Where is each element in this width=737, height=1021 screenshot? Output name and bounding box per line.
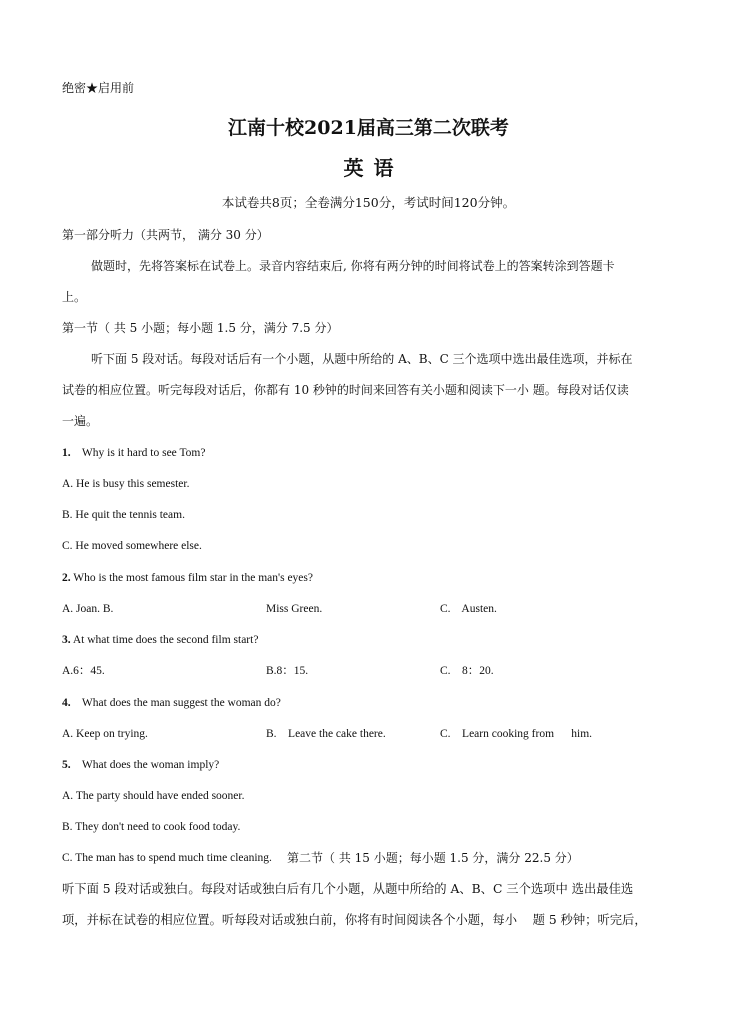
question-3-option-a: A.6：45. (62, 665, 105, 677)
question-5-option-c: C. The man has to spend much time cleaning. (62, 852, 272, 864)
question-number: 5. (62, 759, 71, 771)
exam-title: 江南十校2021届高三第二次联考 (228, 117, 509, 139)
question-number: 4. (62, 697, 71, 709)
question-1-option-b: B. He quit the tennis team. (62, 509, 185, 521)
part1-heading: 第一部分听力（共两节， 满分 30 分） (62, 228, 269, 242)
section1-heading: 第一节（ 共 5 小题；每小题 1.5 分，满分 7.5 分） (62, 321, 339, 335)
section2-instructions-line1: 听下面 5 段对话或独白。每段对话或独白后有几个小题，从题中所给的 A、B、C 三个选项中 选出最佳选 (62, 882, 634, 896)
question-3-option-b: B.8：15. (266, 665, 309, 677)
section1-instructions-line1: 听下面 5 段对话。每段对话后有一个小题，从题中所给的 A、B、C 三个选项中选出最佳选项，并标在 (91, 352, 633, 366)
section1-instructions-line3: 一遍。 (62, 414, 99, 428)
part1-instructions-line1: 做题时，先将答案标在试卷上。录音内容结束后, 你将有两分钟的时间将试卷上的答案转涂到答题卡 (91, 259, 615, 273)
question-5 (62, 758, 219, 772)
question-2-option-b: Miss Green. (266, 603, 323, 615)
question-number: 3. (62, 634, 71, 646)
question-1 (62, 446, 205, 460)
section2-heading: 第二节（ 共 15 小题；每小题 1.5 分，满分 22.5 分） (287, 851, 579, 865)
question-number: 1. (62, 447, 71, 459)
confidential-mark: 绝密★启用前 (62, 81, 135, 95)
question-4-option-c: C. Learn cooking from him. (440, 728, 593, 740)
question-text: What does the man suggest the woman do? (81, 697, 281, 709)
question-text: Who is the most famous film star in the man's eyes? (73, 572, 313, 584)
question-1-option-c: C. He moved somewhere else. (62, 540, 202, 552)
question-3 (62, 633, 258, 647)
section2-instructions-line2: 项，并标在试卷的相应位置。听每段对话或独白前，你将有时间阅读各个小题，每小 题 5 秒钟；听完后， (62, 913, 647, 927)
section1-instructions-line2: 试卷的相应位置。听完每段对话后，你都有 10 秒钟的时间来回答有关小题和阅读下一小 题。每段对话仅读 (62, 383, 629, 397)
part1-instructions-line2: 上。 (62, 290, 87, 304)
question-4 (62, 696, 281, 710)
question-1-option-a: A. He is busy this semester. (62, 478, 190, 490)
question-5-option-b: B. They don't need to cook food today. (62, 821, 241, 833)
subject-title: 英语 (343, 156, 404, 180)
question-5-option-a: A. The party should have ended sooner. (62, 790, 245, 802)
question-text: At what time does the second film start? (72, 634, 259, 646)
question-4-option-a: A. Keep on trying. (62, 728, 148, 740)
question-text: What does the woman imply? (81, 759, 220, 771)
exam-intro: 本试卷共8页；全卷满分150分，考试时间120分钟。 (221, 195, 516, 210)
question-3-option-c: C. 8：20. (440, 665, 494, 677)
question-2-option-a: A. Joan. B. (62, 603, 114, 615)
question-number: 2. (62, 572, 71, 584)
question-2 (62, 571, 313, 585)
question-4-option-b: B. Leave the cake there. (266, 728, 386, 740)
question-2-option-c: C. Austen. (440, 603, 497, 615)
question-text: Why is it hard to see Tom? (81, 447, 206, 459)
